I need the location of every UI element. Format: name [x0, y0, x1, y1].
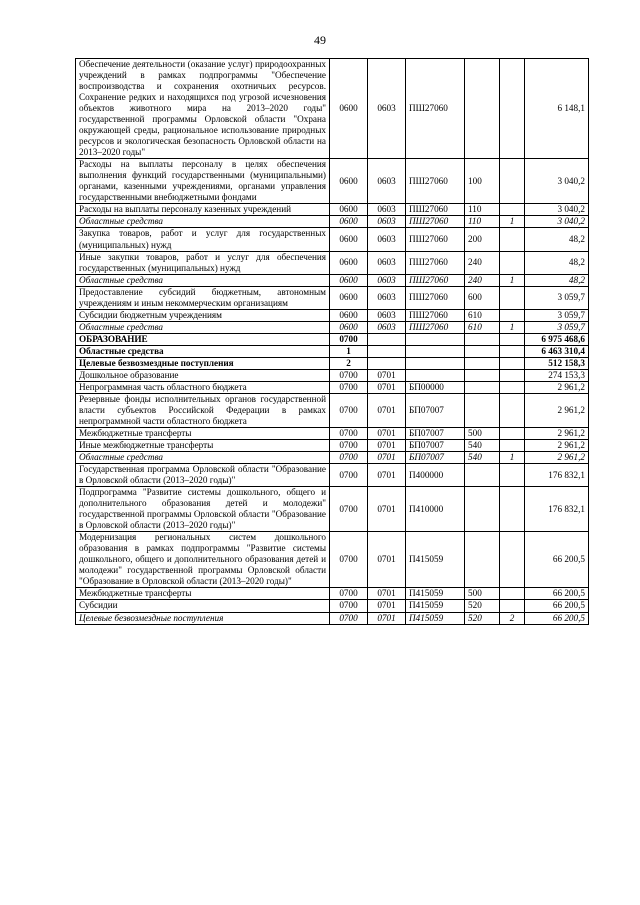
amount-cell: 176 832,1 — [525, 487, 589, 532]
table-row — [76, 321, 589, 333]
subsection-code-cell: 0603 — [368, 286, 406, 309]
target-article-cell: ПШ27060 — [406, 159, 465, 204]
table-row — [76, 440, 589, 452]
section-code-cell: 0600 — [330, 309, 368, 321]
subsection-code-cell: 0603 — [368, 321, 406, 333]
expense-type-cell — [465, 357, 500, 369]
target-article-cell — [406, 333, 465, 345]
section-code-cell: 0700 — [330, 487, 368, 532]
table-row — [76, 228, 589, 251]
subsection-code-cell — [368, 333, 406, 345]
expense-type-cell: 540 — [465, 440, 500, 452]
target-article-cell: ПШ27060 — [406, 286, 465, 309]
expense-type-cell: 240 — [465, 274, 500, 286]
expense-type-cell — [465, 487, 500, 532]
funding-source-cell — [500, 357, 525, 369]
amount-cell: 2 961,2 — [525, 393, 589, 427]
section-code-cell: 0700 — [330, 428, 368, 440]
subsection-code-cell: 0603 — [368, 204, 406, 216]
funding-source-cell — [500, 251, 525, 274]
expense-type-cell: 110 — [465, 204, 500, 216]
amount-cell: 6 975 468,6 — [525, 333, 589, 345]
funding-source-cell — [500, 381, 525, 393]
subsection-code-cell: 0701 — [368, 440, 406, 452]
expense-type-cell — [465, 381, 500, 393]
funding-source-cell — [500, 286, 525, 309]
expense-type-cell: 600 — [465, 286, 500, 309]
row-name-cell: Резервные фонды исполнительных органов государственной власти субъектов Российской Федерации в рамках непрограммной части областного бюджета — [76, 393, 330, 427]
row-name-cell: Модернизация региональных систем дошкольного образования в рамках подпрограммы "Развитие системы дошкольного, общего и дополнительного образования детей и молодежи" государственной программы Орловской области "Образование в Орловской области (2013–2020 годы)" — [76, 532, 330, 588]
funding-source-cell — [500, 428, 525, 440]
section-code-cell: 0600 — [330, 216, 368, 228]
section-code-cell: 0700 — [330, 600, 368, 612]
target-article-cell: П400000 — [406, 464, 465, 487]
subsection-code-cell — [368, 345, 406, 357]
table-row — [76, 159, 589, 204]
table-row — [76, 393, 589, 427]
expense-type-cell — [465, 464, 500, 487]
row-name-cell: Межбюджетные трансферты — [76, 428, 330, 440]
row-name-cell: Расходы на выплаты персоналу казенных учреждений — [76, 204, 330, 216]
section-code-cell: 1 — [330, 345, 368, 357]
target-article-cell: ПШ27060 — [406, 251, 465, 274]
row-name-cell: Дошкольное образование — [76, 369, 330, 381]
funding-source-cell — [500, 532, 525, 588]
section-code-cell: 0600 — [330, 228, 368, 251]
amount-cell: 2 961,2 — [525, 440, 589, 452]
section-code-cell: 0700 — [330, 588, 368, 600]
expense-type-cell — [465, 333, 500, 345]
section-code-cell: 0700 — [330, 381, 368, 393]
amount-cell: 3 059,7 — [525, 286, 589, 309]
row-name-cell: Целевые безвозмездные поступления — [76, 357, 330, 369]
table-row — [76, 487, 589, 532]
subsection-code-cell: 0701 — [368, 532, 406, 588]
target-article-cell: ПШ27060 — [406, 228, 465, 251]
amount-cell: 48,2 — [525, 251, 589, 274]
target-article-cell: БП07007 — [406, 452, 465, 464]
table-row — [76, 369, 589, 381]
funding-source-cell — [500, 204, 525, 216]
table-row — [76, 357, 589, 369]
amount-cell: 176 832,1 — [525, 464, 589, 487]
page-number: 49 — [314, 33, 326, 47]
subsection-code-cell: 0701 — [368, 381, 406, 393]
funding-source-cell: 1 — [500, 216, 525, 228]
expense-type-cell: 610 — [465, 309, 500, 321]
row-name-cell: Иные межбюджетные трансферты — [76, 440, 330, 452]
subsection-code-cell: 0701 — [368, 487, 406, 532]
target-article-cell — [406, 345, 465, 357]
table-row — [76, 381, 589, 393]
expense-type-cell: 520 — [465, 600, 500, 612]
row-name-cell: Расходы на выплаты персоналу в целях обеспечения выполнения функций государственными (муниципальными) органами, казенными учреждениями, органами управления государственными внебюджетными фондами — [76, 159, 330, 204]
amount-cell: 66 200,5 — [525, 532, 589, 588]
amount-cell: 512 158,3 — [525, 357, 589, 369]
amount-cell: 3 059,7 — [525, 321, 589, 333]
target-article-cell: П415059 — [406, 612, 465, 624]
table-row — [76, 532, 589, 588]
target-article-cell — [406, 357, 465, 369]
row-name-cell: Подпрограмма "Развитие системы дошкольного, общего и дополнительного образования детей и молодежи" государственной программы Орловской области "Образование в Орловской области (2013–2020 годы)" — [76, 487, 330, 532]
amount-cell: 3 040,2 — [525, 159, 589, 204]
target-article-cell: БП00000 — [406, 381, 465, 393]
table-row — [76, 428, 589, 440]
target-article-cell: ПШ27060 — [406, 59, 465, 159]
section-code-cell: 0700 — [330, 369, 368, 381]
target-article-cell: ПШ27060 — [406, 274, 465, 286]
amount-cell: 6 148,1 — [525, 59, 589, 159]
subsection-code-cell: 0701 — [368, 369, 406, 381]
table-row — [76, 345, 589, 357]
table-row — [76, 588, 589, 600]
section-code-cell: 0700 — [330, 612, 368, 624]
target-article-cell: П415059 — [406, 532, 465, 588]
section-code-cell: 0700 — [330, 452, 368, 464]
target-article-cell — [406, 369, 465, 381]
row-name-cell: Предоставление субсидий бюджетным, автономным учреждениям и иным некоммерческим организациям — [76, 286, 330, 309]
section-code-cell: 0600 — [330, 159, 368, 204]
target-article-cell: БП07007 — [406, 393, 465, 427]
subsection-code-cell: 0603 — [368, 274, 406, 286]
amount-cell: 66 200,5 — [525, 588, 589, 600]
table-row — [76, 216, 589, 228]
row-name-cell: Государственная программа Орловской области "Образование в Орловской области (2013–2020 годы)" — [76, 464, 330, 487]
expense-type-cell — [465, 393, 500, 427]
section-code-cell: 0600 — [330, 251, 368, 274]
subsection-code-cell: 0701 — [368, 612, 406, 624]
table-row — [76, 452, 589, 464]
subsection-code-cell: 0701 — [368, 452, 406, 464]
funding-source-cell — [500, 309, 525, 321]
amount-cell: 274 153,3 — [525, 369, 589, 381]
subsection-code-cell: 0603 — [368, 309, 406, 321]
amount-cell: 66 200,5 — [525, 600, 589, 612]
section-code-cell: 0600 — [330, 286, 368, 309]
target-article-cell: П415059 — [406, 588, 465, 600]
table-row — [76, 600, 589, 612]
row-name-cell: Субсидии бюджетным учреждениям — [76, 309, 330, 321]
subsection-code-cell: 0701 — [368, 464, 406, 487]
table-row — [76, 309, 589, 321]
row-name-cell: Областные средства — [76, 216, 330, 228]
row-name-cell: Обеспечение деятельности (оказание услуг) природоохранных учреждений в рамках подпрограммы "Обеспечение воспроизводства и сохранения охотничьих ресурсов. Сохранение редких и находящихся под угрозой исчезновения объектов животного мира на 2013–2020 годы" государственной программы Орловской области "Охрана окружающей среды, рациональное использование природных ресурсов и экологическая безопасность Орловской области на 2013–2020 годы" — [76, 59, 330, 159]
expense-type-cell: 540 — [465, 452, 500, 464]
section-code-cell: 0700 — [330, 333, 368, 345]
expense-type-cell: 200 — [465, 228, 500, 251]
row-name-cell: Непрограммная часть областного бюджета — [76, 381, 330, 393]
amount-cell: 2 961,2 — [525, 428, 589, 440]
funding-source-cell — [500, 487, 525, 532]
subsection-code-cell: 0701 — [368, 600, 406, 612]
section-code-cell: 0700 — [330, 464, 368, 487]
target-article-cell: ПШ27060 — [406, 309, 465, 321]
amount-cell: 2 961,2 — [525, 452, 589, 464]
table-row — [76, 464, 589, 487]
row-name-cell: Целевые безвозмездные поступления — [76, 612, 330, 624]
row-name-cell: Областные средства — [76, 345, 330, 357]
section-code-cell: 0700 — [330, 393, 368, 427]
expense-type-cell: 110 — [465, 216, 500, 228]
funding-source-cell: 2 — [500, 612, 525, 624]
target-article-cell: ПШ27060 — [406, 204, 465, 216]
table-row — [76, 612, 589, 624]
expense-type-cell — [465, 532, 500, 588]
table-row — [76, 251, 589, 274]
row-name-cell: Межбюджетные трансферты — [76, 588, 330, 600]
row-name-cell: Областные средства — [76, 321, 330, 333]
row-name-cell: ОБРАЗОВАНИЕ — [76, 333, 330, 345]
amount-cell: 48,2 — [525, 228, 589, 251]
section-code-cell: 0600 — [330, 321, 368, 333]
row-name-cell: Иные закупки товаров, работ и услуг для обеспечения государственных (муниципальных) нужд — [76, 251, 330, 274]
table-row — [76, 333, 589, 345]
amount-cell: 3 059,7 — [525, 309, 589, 321]
section-code-cell: 0700 — [330, 532, 368, 588]
funding-source-cell — [500, 59, 525, 159]
subsection-code-cell: 0701 — [368, 588, 406, 600]
subsection-code-cell: 0603 — [368, 159, 406, 204]
target-article-cell: БП07007 — [406, 428, 465, 440]
funding-source-cell: 1 — [500, 274, 525, 286]
table-row — [76, 59, 589, 159]
row-name-cell: Областные средства — [76, 274, 330, 286]
funding-source-cell — [500, 159, 525, 204]
row-name-cell: Закупка товаров, работ и услуг для государственных (муниципальных) нужд — [76, 228, 330, 251]
expense-type-cell: 500 — [465, 588, 500, 600]
funding-source-cell — [500, 345, 525, 357]
row-name-cell: Субсидии — [76, 600, 330, 612]
expense-type-cell — [465, 59, 500, 159]
target-article-cell: П415059 — [406, 600, 465, 612]
table-row — [76, 204, 589, 216]
subsection-code-cell: 0603 — [368, 59, 406, 159]
target-article-cell: П410000 — [406, 487, 465, 532]
funding-source-cell — [500, 600, 525, 612]
subsection-code-cell — [368, 357, 406, 369]
target-article-cell: БП07007 — [406, 440, 465, 452]
amount-cell: 3 040,2 — [525, 216, 589, 228]
expense-type-cell: 240 — [465, 251, 500, 274]
funding-source-cell: 1 — [500, 452, 525, 464]
expense-type-cell — [465, 369, 500, 381]
subsection-code-cell: 0701 — [368, 428, 406, 440]
amount-cell: 6 463 310,4 — [525, 345, 589, 357]
subsection-code-cell: 0603 — [368, 216, 406, 228]
amount-cell: 66 200,5 — [525, 612, 589, 624]
amount-cell: 2 961,2 — [525, 381, 589, 393]
subsection-code-cell: 0603 — [368, 251, 406, 274]
table-row — [76, 286, 589, 309]
target-article-cell: ПШ27060 — [406, 216, 465, 228]
expense-type-cell: 500 — [465, 428, 500, 440]
section-code-cell: 0700 — [330, 440, 368, 452]
expense-type-cell: 610 — [465, 321, 500, 333]
funding-source-cell — [500, 588, 525, 600]
funding-source-cell — [500, 228, 525, 251]
subsection-code-cell: 0603 — [368, 228, 406, 251]
section-code-cell: 0600 — [330, 59, 368, 159]
target-article-cell: ПШ27060 — [406, 321, 465, 333]
funding-source-cell — [500, 464, 525, 487]
funding-source-cell: 1 — [500, 321, 525, 333]
funding-source-cell — [500, 393, 525, 427]
expense-type-cell: 520 — [465, 612, 500, 624]
amount-cell: 48,2 — [525, 274, 589, 286]
funding-source-cell — [500, 369, 525, 381]
subsection-code-cell: 0701 — [368, 393, 406, 427]
table-row — [76, 274, 589, 286]
section-code-cell: 0600 — [330, 204, 368, 216]
amount-cell: 3 040,2 — [525, 204, 589, 216]
funding-source-cell — [500, 440, 525, 452]
section-code-cell: 2 — [330, 357, 368, 369]
budget-table — [75, 58, 589, 625]
expense-type-cell: 100 — [465, 159, 500, 204]
expense-type-cell — [465, 345, 500, 357]
funding-source-cell — [500, 333, 525, 345]
row-name-cell: Областные средства — [76, 452, 330, 464]
section-code-cell: 0600 — [330, 274, 368, 286]
